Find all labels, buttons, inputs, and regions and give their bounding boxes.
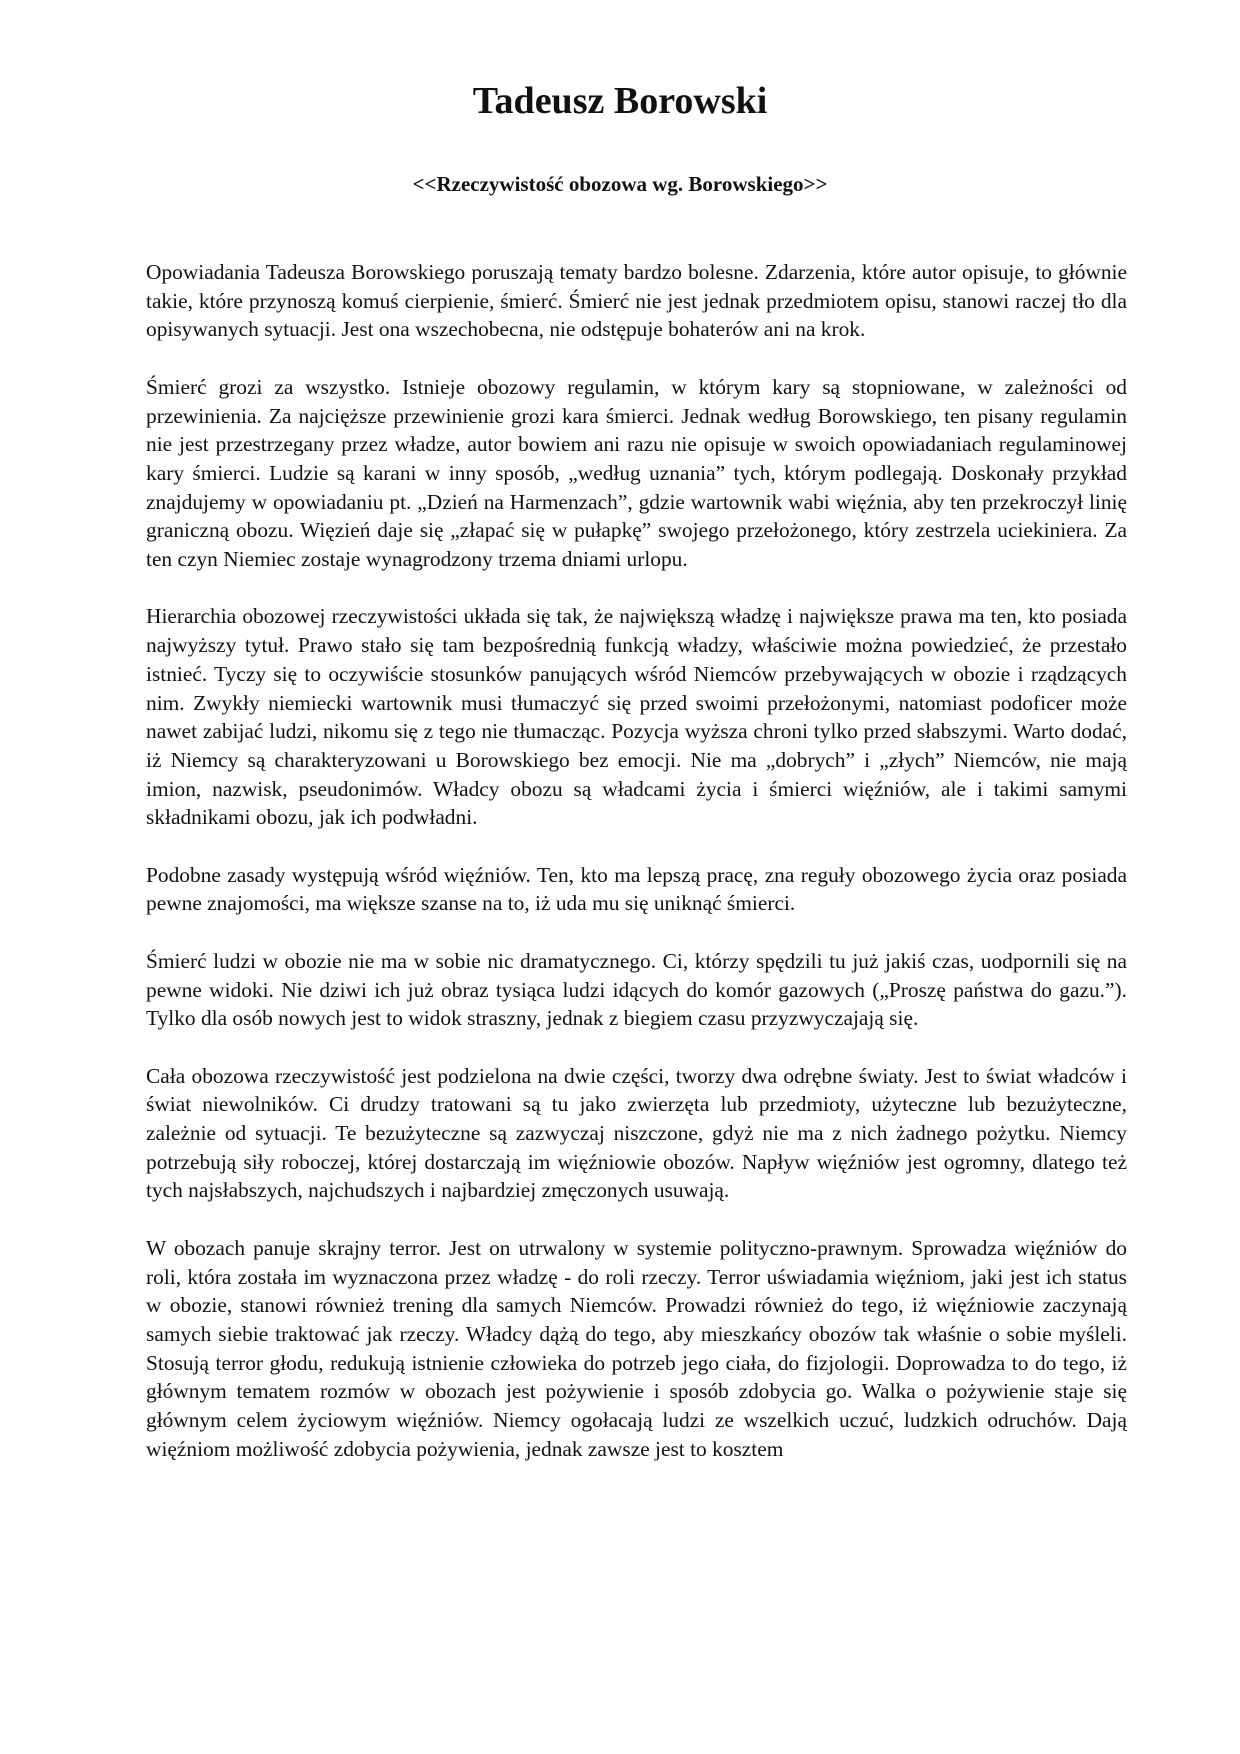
- paragraph-7: W obozach panuje skrajny terror. Jest on utrwalony w systemie polityczno-prawnym. Sprowadza więźniów do roli, która została im wyznaczona przez władzę - do roli rzeczy. Terror uświadamia więźniom, jaki jest ich status w obozie, stanowi również trening dla samych Niemców. Prowadzi również do tego, iż więźniowie zaczynają samych siebie traktować jak rzeczy. Władcy dążą do tego, aby mieszkańcy obozów tak właśnie o sobie myśleli. Stosują terror głodu, redukują istnienie człowieka do potrzeb jego ciała, do fizjologii. Doprowadza to do tego, iż głównym tematem rozmów w obozach jest pożywienie i sposób zdobycia go. Walka o pożywienie staje się głównym celem życiowym więźniów. Niemcy ogołacają ludzi ze wszelkich uczuć, ludzkich odruchów. Dają więźniom możliwość zdobycia pożywienia, jednak zawsze jest to kosztem: [146, 1235, 1127, 1461]
- paragraph-4: Podobne zasady występują wśród więźniów. Ten, kto ma lepszą pracę, zna reguły obozowego życia oraz posiada pewne znajomości, ma większe szanse na to, iż uda mu się uniknąć śmierci.: [146, 862, 1127, 916]
- page-title: Tadeusz Borowski: [472, 80, 768, 122]
- paragraph-6: Cała obozowa rzeczywistość jest podzielona na dwie części, tworzy dwa odrębne światy. Jest to świat władców i świat niewolników. Ci drudzy tratowani są tu jako zwierzęta lub przedmioty, użyteczne lub bezużyteczne, zależnie od sytuacji. Te bezużyteczne są zazwyczaj niszczone, gdyż nie ma z nich żadnego pożytku. Niemcy potrzebują siły roboczej, której dostarczają im więźniowie obozów. Napływ więźniów jest ogromny, dlatego też tych najsłabszych, najchudszych i najbardziej zmęczonych usuwają.: [146, 1063, 1127, 1203]
- paragraph-1: Opowiadania Tadeusza Borowskiego poruszają tematy bardzo bolesne. Zdarzenia, które autor opisuje, to głównie takie, które przynoszą komuś cierpienie, śmierć. Śmierć nie jest jednak przedmiotem opisu, stanowi raczej tło dla opisywanych sytuacji. Jest ona wszechobecna, nie odstępuje bohaterów ani na krok.: [146, 260, 1127, 342]
- paragraph-5: Śmierć ludzi w obozie nie ma w sobie nic dramatycznego. Ci, którzy spędzili tu już jakiś czas, uodpornili się na pewne widoki. Nie dziwi ich już obraz tysiąca ludzi idących do komór gazowych („Proszę państwa do gazu.”). Tylko dla osób nowych jest to widok straszny, jednak z biegiem czasu przyzwyczajają się.: [146, 948, 1127, 1031]
- document-body: [146, 258, 1127, 1492]
- paragraph-3: Hierarchia obozowej rzeczywistości układa się tak, że największą władzę i największe prawa ma ten, kto posiada najwyższy tytuł. Prawo stało się tam bezpośrednią funkcją władzy, właściwie można powiedzieć, że przestało istnieć. Tyczy się to oczywiście stosunków panujących wśród Niemców przebywających w obozie i rządzących nim. Zwykły niemiecki wartownik musi tłumaczyć się przed swoimi przełożonymi, natomiast podoficer może nawet zabijać ludzi, nikomu się z tego nie tłumacząc. Pozycja wyższa chroni tylko przed słabszymi. Warto dodać, iż Niemcy są charakteryzowani u Borowskiego bez emocji. Nie ma „dobrych” i „złych” Niemców, nie mają imion, nazwisk, pseudonimów. Władcy obozu są władcami życia i śmierci więźniów, ale i takimi samymi składnikami obozu, jak ich podwładni.: [146, 604, 1127, 830]
- page-subtitle: <<Rzeczywistość obozowa wg. Borowskiego>>: [412, 172, 828, 196]
- paragraph-2: Śmierć grozi za wszystko. Istnieje obozowy regulamin, w którym kary są stopniowane, w zależności od przewinienia. Za najcięższe przewinienie grozi kara śmierci. Jednak według Borowskiego, ten pisany regulamin nie jest przestrzegany przez władze, autor bowiem ani razu nie opisuje w swoich opowiadaniach regulaminowej kary śmierci. Ludzie są karani w inny sposób, „według uznania” tych, którym podlegają. Doskonały przykład znajdujemy w opowiadaniu pt. „Dzień na Harmenzach”, gdzie wartownik wabi więźnia, aby ten przekroczył linię graniczną obozu. Więzień daje się „złapać się w pułapkę” swojego przełożonego, który zestrzela uciekiniera. Za ten czyn Niemiec zostaje wynagrodzony trzema dniami urlopu.: [146, 374, 1127, 572]
